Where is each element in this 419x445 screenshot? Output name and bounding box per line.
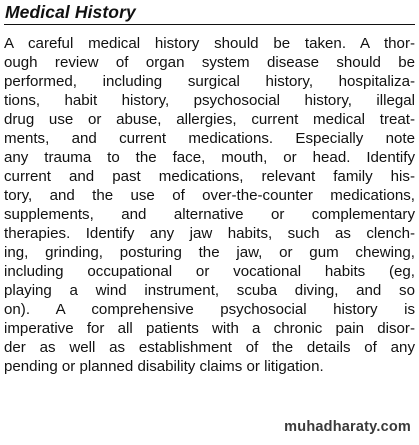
- paragraph-line: A careful medical history should be taken. A thor-: [4, 35, 415, 52]
- paragraph-line: tory, and the use of over-the-counter medications,: [4, 187, 415, 204]
- paragraph-line: therapies. Identify any jaw habits, such as clench-: [4, 225, 415, 242]
- paragraph-line: ments, and current medications. Especially note: [4, 130, 415, 147]
- heading-rule: [4, 24, 415, 25]
- paragraph-line: any trauma to the face, mouth, or head. Identify: [4, 149, 415, 166]
- paragraph-line: ing, grinding, posturing the jaw, or gum chewing,: [4, 244, 415, 261]
- paragraph-line: pending or planned disability claims or litigation.: [4, 358, 324, 375]
- paragraph-line: imperative for all patients with a chronic pain disor-: [4, 320, 415, 337]
- body-paragraph: [4, 34, 415, 376]
- paragraph-line: playing a wind instrument, scuba diving, and so: [4, 282, 415, 299]
- paragraph-line: on). A comprehensive psychosocial history is: [4, 301, 415, 318]
- paragraph-line: including occupational or vocational habits (eg,: [4, 263, 415, 280]
- section-heading: Medical History: [5, 2, 136, 22]
- paragraph-line: der as well as establishment of the details of any: [4, 339, 415, 356]
- paragraph-line: ough review of organ system disease should be: [4, 54, 415, 71]
- site-watermark: muhadharaty.com: [284, 419, 411, 435]
- paragraph-line: current and past medications, relevant family his-: [4, 168, 415, 185]
- paragraph-line: drug use or abuse, allergies, current medical treat-: [4, 111, 415, 128]
- paragraph-line: supplements, and alternative or complementary: [4, 206, 415, 223]
- paragraph-line: performed, including surgical history, hospitaliza-: [4, 73, 415, 90]
- paragraph-line: tions, habit history, psychosocial history, illegal: [4, 92, 415, 109]
- document-page: [4, 0, 415, 376]
